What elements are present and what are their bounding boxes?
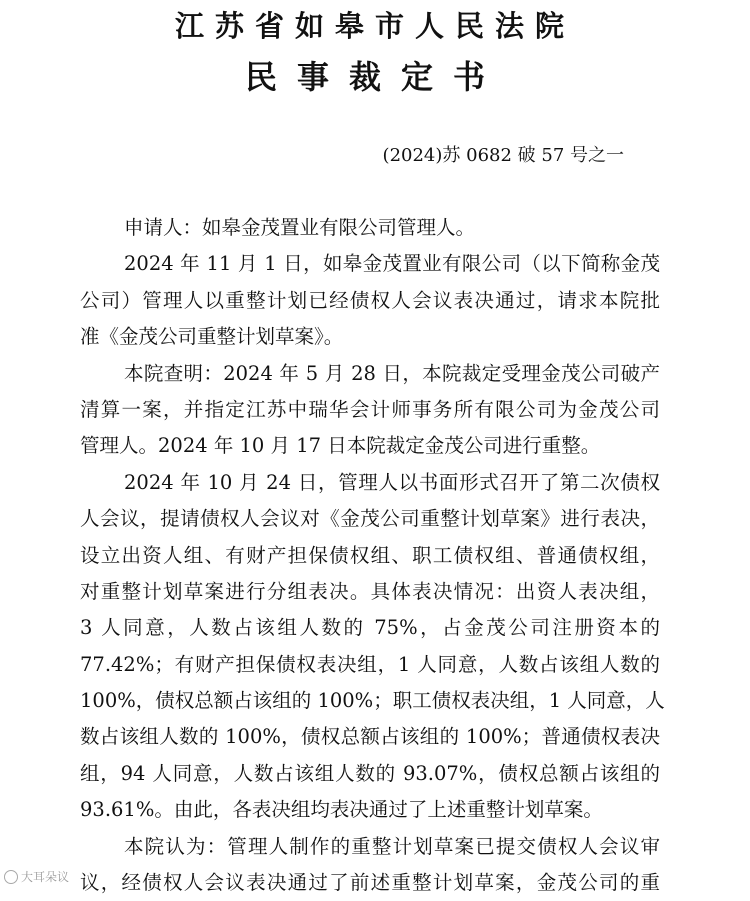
text-line: 77.42%；有财产担保债权表决组，1 人同意，人数占该组人数的 — [80, 652, 660, 676]
case-number: (2024)苏 0682 破 57 号之一 — [382, 145, 624, 166]
document-title: 民事裁定书 — [244, 58, 505, 96]
paragraph-applicant: 申请人：如皋金茂置业有限公司管理人。 — [124, 216, 476, 239]
text-line: 设立出资人组、有财产担保债权组、职工债权组、普通债权组， — [80, 543, 660, 567]
text-line: 对重整计划草案进行分组表决。具体表决情况：出资人表决组， — [80, 579, 660, 603]
text-line: 组，94 人同意，人数占该组人数的 93.07%，债权总额占该组的 — [80, 761, 660, 785]
ruling-body — [80, 210, 665, 901]
text-line: 2024 年 11 月 1 日，如皋金茂置业有限公司（以下简称金茂 — [124, 252, 660, 276]
text-line: 93.61%。由此，各表决组均表决通过了上述重整计划草案。 — [80, 798, 603, 822]
text-line: 管理人。2024 年 10 月 17 日本院裁定金茂公司进行重整。 — [80, 434, 601, 458]
text-line: 2024 年 10 月 24 日，管理人以书面形式召开了第二次债权 — [124, 470, 660, 494]
text-line: 准《金茂公司重整计划草案》。 — [80, 325, 344, 349]
watermark-text: 大耳朵议 — [21, 870, 70, 884]
text-line: 数占该组人数的 100%，债权总额占该组的 100%；普通债权表决 — [80, 725, 660, 749]
text-line: 公司）管理人以重整计划已经债权人会议表决通过，请求本院批 — [80, 288, 660, 312]
text-line: 清算一案，并指定江苏中瑞华会计师事务所有限公司为金茂公司 — [80, 397, 660, 421]
watermark-logo-icon — [4, 870, 18, 884]
text-line: 本院查明：2024 年 5 月 28 日，本院裁定受理金茂公司破产 — [124, 361, 660, 385]
court-name: 江苏省如皋市人民法院 — [174, 9, 575, 43]
text-line: 100%，债权总额占该组的 100%；职工债权表决组，1 人同意，人 — [80, 689, 665, 713]
text-line: 人会议，提请债权人会议对《金茂公司重整计划草案》进行表决， — [80, 507, 660, 531]
text-line: 议，经债权人会议表决通过了前述重整计划草案，金茂公司的重 — [80, 871, 660, 895]
text-line: 3 人同意，人数占该组人数的 75%，占金茂公司注册资本的 — [80, 616, 660, 640]
watermark — [4, 868, 69, 885]
text-line: 本院认为：管理人制作的重整计划草案已提交债权人会议审 — [124, 834, 660, 858]
